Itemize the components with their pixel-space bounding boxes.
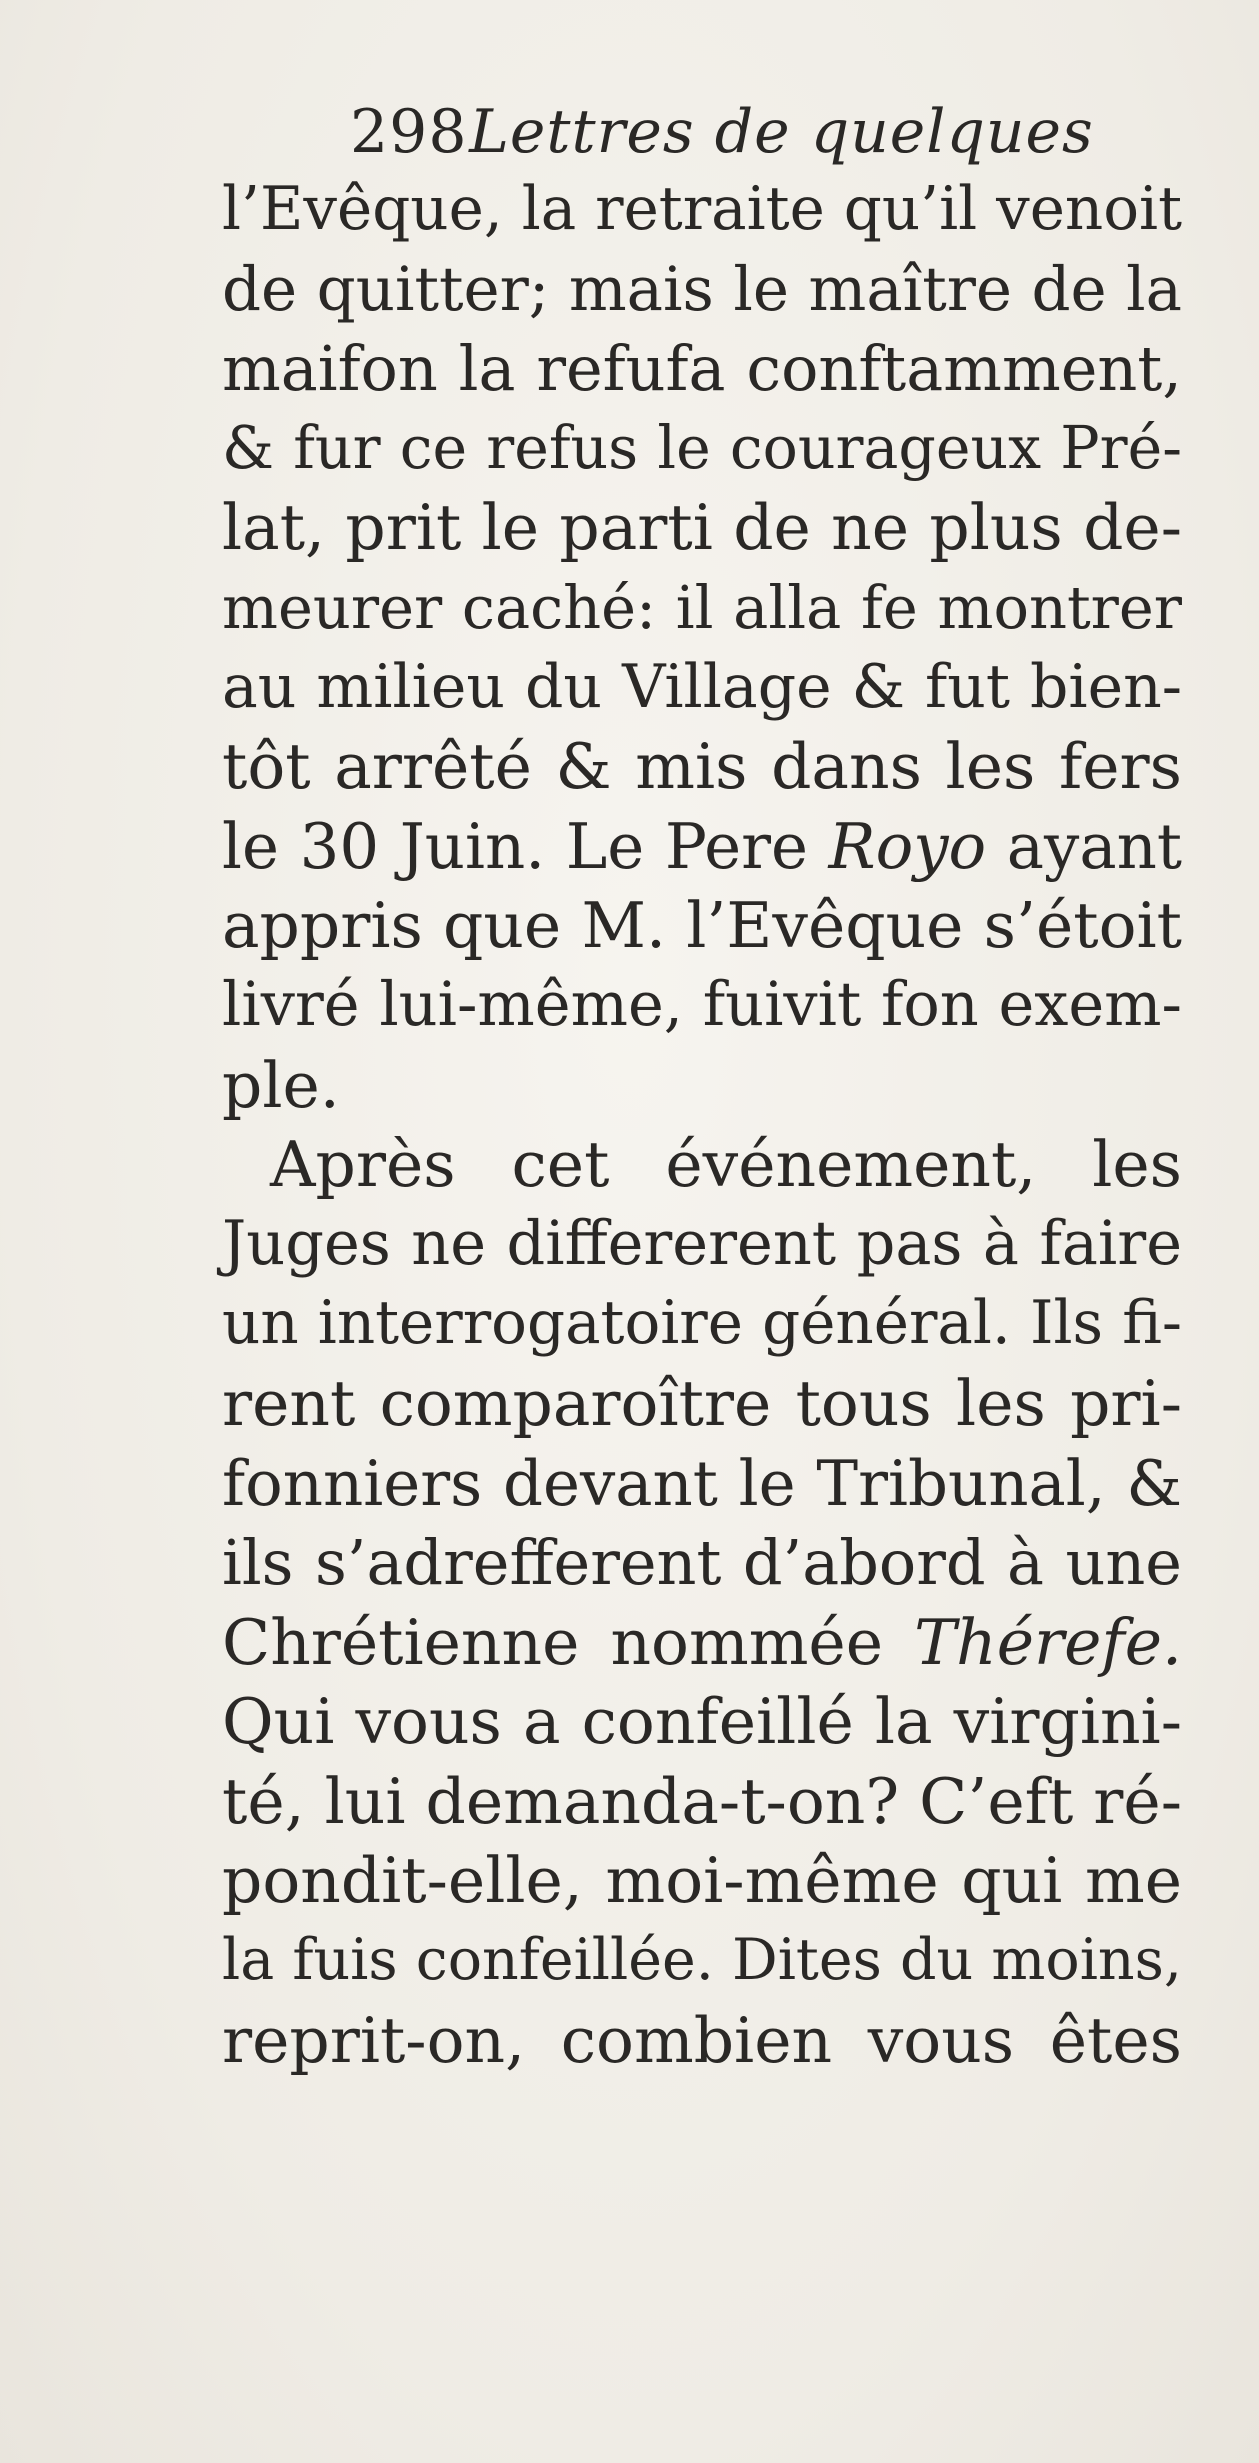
text-line: de quitter; mais le maître de la — [222, 253, 1182, 325]
text-line: Après cet événement, les — [270, 1128, 1182, 1202]
text-line: le 30 Juin. Le Pere Royo ayant — [222, 809, 1182, 883]
text-line: lat, prit le parti de ne plus de- — [222, 491, 1182, 565]
text-line: ils s’adrefferent d’abord à une — [222, 1526, 1182, 1600]
text-line: rent comparoître tous les pri- — [222, 1366, 1182, 1440]
running-title: Lettres de quelques — [469, 97, 1094, 167]
running-header — [350, 92, 1094, 172]
text-line: pondit-elle, moi-même qui me — [222, 1844, 1182, 1918]
text-line: Qui vous a confeillé la virgini- — [222, 1685, 1182, 1759]
page-number: 298 — [350, 97, 468, 167]
text-line: la fuis confeillée. Dites du moins, — [222, 1927, 1182, 1994]
text-line: appris que M. l’Evêque s’étoit — [222, 889, 1182, 963]
text-line: té, lui demanda-t-on? C’eft ré- — [222, 1764, 1182, 1838]
text-line: au milieu du Village & fut bien- — [222, 651, 1182, 722]
text-line: maifon la refufa conftamment, — [222, 332, 1182, 406]
body-text — [222, 170, 1182, 2080]
text-line: fonniers devant le Tribunal, & — [222, 1446, 1182, 1520]
text-line: un interrogatoire général. Ils fi- — [222, 1289, 1182, 1359]
text-line: & fur ce refus le courageux Pré- — [222, 413, 1182, 482]
italic-name: Thérefe. — [914, 1605, 1182, 1679]
text-line: Juges ne differerent pas à faire — [222, 1208, 1182, 1279]
text-line: ple. — [222, 1048, 340, 1122]
text-line: l’Evêque, la retraite qu’il venoit — [222, 175, 1182, 244]
text-line: meurer caché: il alla fe montrer — [222, 572, 1182, 642]
italic-name: Royo — [828, 809, 987, 883]
text-line: reprit-on, combien vous êtes — [222, 2003, 1182, 2077]
text-line: tôt arrêté & mis dans les fers — [222, 730, 1182, 804]
text-line: livré lui-même, fuivit fon exem- — [222, 969, 1182, 1040]
text-line: Chrétienne nommée Thérefe. — [222, 1605, 1182, 1679]
